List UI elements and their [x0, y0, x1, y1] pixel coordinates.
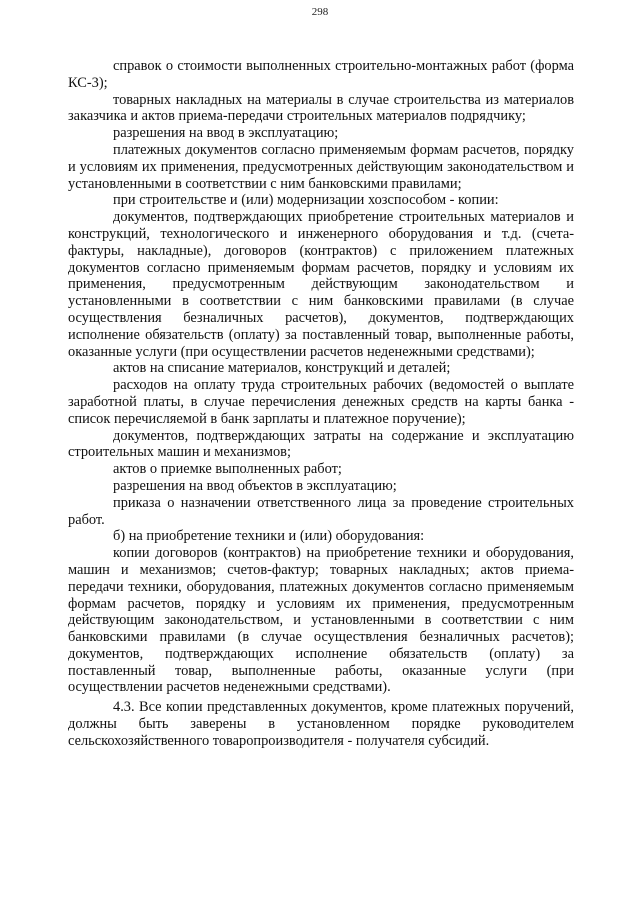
paragraph-labor-costs: расходов на оплату труда строительных рабочих (ведомостей о выплате заработной платы, в случае перечисления денежных средств на карты банка - список перечисляемой в банк зарплаты и платежное поручение); [68, 377, 574, 427]
paragraph-commissioning-permit: разрешения на ввод в эксплуатацию; [113, 125, 339, 142]
paragraph-responsible-order: приказа о назначении ответственного лица за проведение строительных работ. [68, 494, 574, 528]
paragraph-acceptance-acts: актов о приемке выполненных работ; [113, 461, 342, 478]
paragraph-4-3: 4.3. Все копии представленных документов, кроме платежных поручений, должны быть заверены в установленном порядке руководителем сельскохозяйственного товаропроизводителя - получателя субсидий. [68, 699, 574, 749]
document-body [68, 58, 574, 750]
paragraph-ks3: справок о стоимости выполненных строительно-монтажных работ (форма КС-3); [68, 58, 574, 91]
paragraph-self-construction: при строительстве и (или) модернизации хозспособом - копии: [113, 192, 499, 209]
paragraph-machine-costs: документов, подтверждающих затраты на содержание и эксплуатацию строительных машин и механизмов; [68, 427, 574, 461]
paragraph-object-permit: разрешения на ввод объектов в эксплуатацию; [113, 477, 397, 494]
paragraph-write-off-acts: актов на списание материалов, конструкций и деталей; [113, 360, 451, 377]
paragraph-waybills: товарных накладных на материалы в случае строительства из материалов заказчика и актов приема-передачи строительных материалов подрядчику; [68, 91, 574, 125]
paragraph-equipment-contracts: копии договоров (контрактов) на приобретение техники и оборудования, машин и механизмов; счетов-фактур; товарных накладных; актов приема-передачи техники, оборудования, платежных документов согласно применяемым формам расчетов, порядку и условиям их применения, предусмотренным действующим законодательством, и установленными в соответствии с ним банковскими правилами (в случае осуществления безналичных расчетов); документов, подтверждающих исполнение обязательств (оплату) за поставленный товар, выполненные работы, оказанные услуги (при осуществлении расчетов неденежными средствами). [68, 545, 574, 696]
page-number: 298 [311, 6, 329, 18]
paragraph-section-b: б) на приобретение техники и (или) оборудования: [113, 528, 425, 545]
paragraph-purchase-documents: документов, подтверждающих приобретение строительных материалов и конструкций, технологического и инженерного оборудования и т.д. (счета-фактуры, накладные), договоров (контрактов) с приложением платежных документов согласно применяемым формам расчетов, порядку и условиям их применения, предусмотренным действующим законодательством и установленными в соответствии с ним банковскими правилами (в случае осуществления безналичных расчетов), документов, подтверждающих исполнение обязательств (оплату) за поставленный товар, выполненные работы, оказанные услуги (при осуществлении расчетов неденежными средствами); [68, 209, 574, 360]
paragraph-payment-documents: платежных документов согласно применяемым формам расчетов, порядку и условиям их применения, предусмотренных действующим законодательством и установленными в соответствии с ним банковскими правилами; [68, 141, 574, 192]
